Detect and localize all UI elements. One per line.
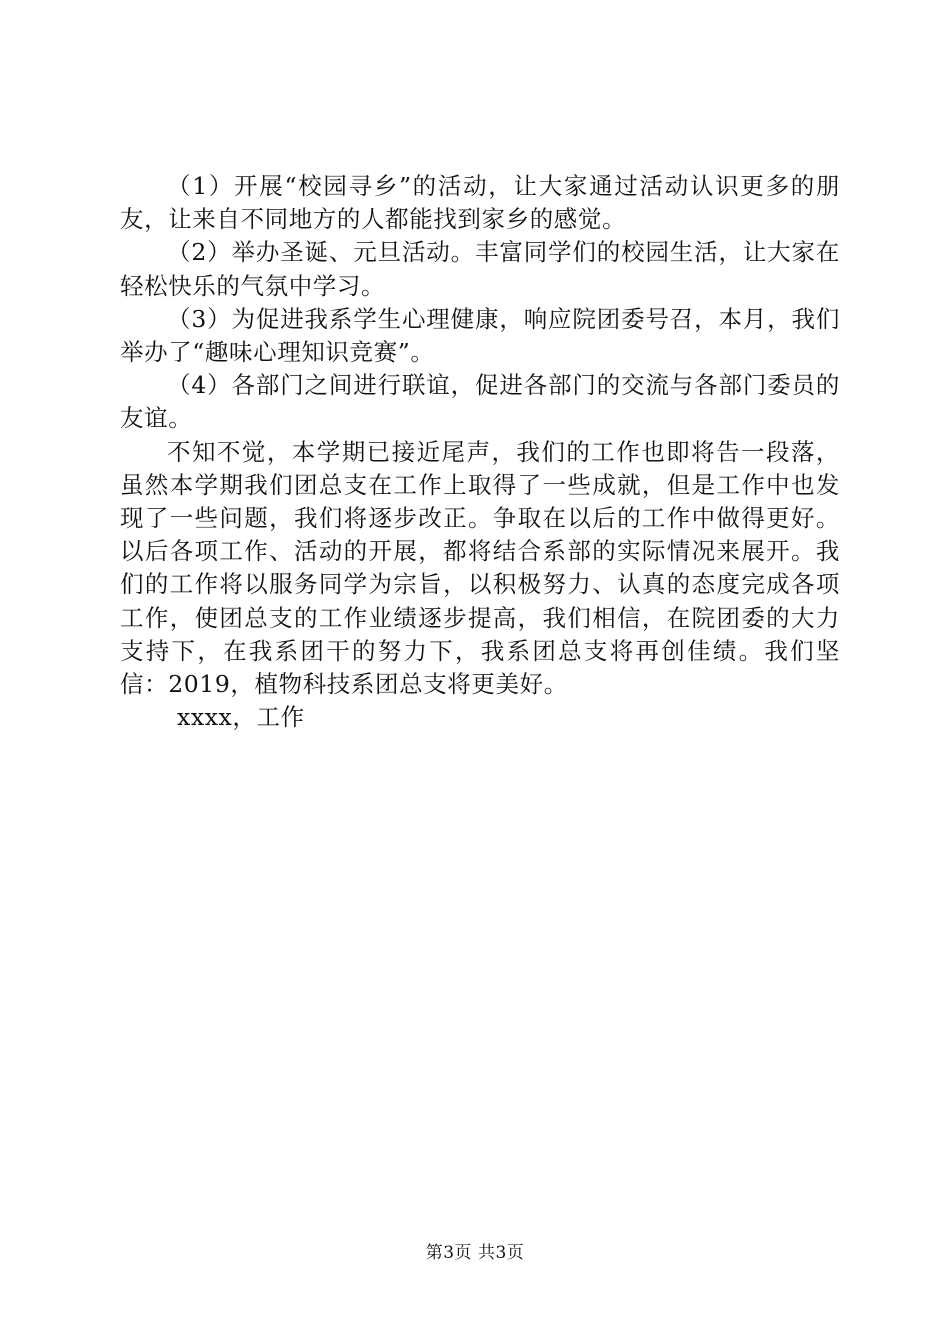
paragraph-activity-3: （3）为促进我系学生心理健康，响应院团委号召，本月，我们举办了“趣味心理知识竞赛”。 [120, 304, 840, 367]
paragraph-activity-4: （4）各部门之间进行联谊，促进各部门的交流与各部门委员的友谊。 [120, 371, 840, 433]
signature-line: xxxx，工作 [177, 703, 305, 732]
page-footer: 第3页 共3页 [425, 1243, 525, 1263]
paragraph-activity-1: （1）开展“校园寻乡”的活动，让大家通过活动认识更多的朋友，让来自不同地方的人都能找到家乡的感觉。 [120, 172, 840, 234]
document-body [120, 170, 840, 734]
paragraph-activity-2: （2）举办圣诞、元旦活动。丰富同学们的校园生活，让大家在轻松快乐的气氛中学习。 [120, 238, 840, 300]
paragraph-summary: 不知不觉，本学期已接近尾声，我们的工作也即将告一段落，虽然本学期我们团总支在工作上取得了一些成就，但是工作中也发现了一些问题，我们将逐步改正。争取在以后的工作中做得更好。以后各项工作、活动的开展，都将结合系部的实际情况来展开。我们的工作将以服务同学为宗旨，以积极努力、认真的态度完成各项工作，使团总支的工作业绩逐步提高，我们相信，在院团委的大力支持下，在我系团干的努力下，我系团总支将再创佳绩。我们坚信：2019，植物科技系团总支将更美好。 [120, 437, 840, 699]
